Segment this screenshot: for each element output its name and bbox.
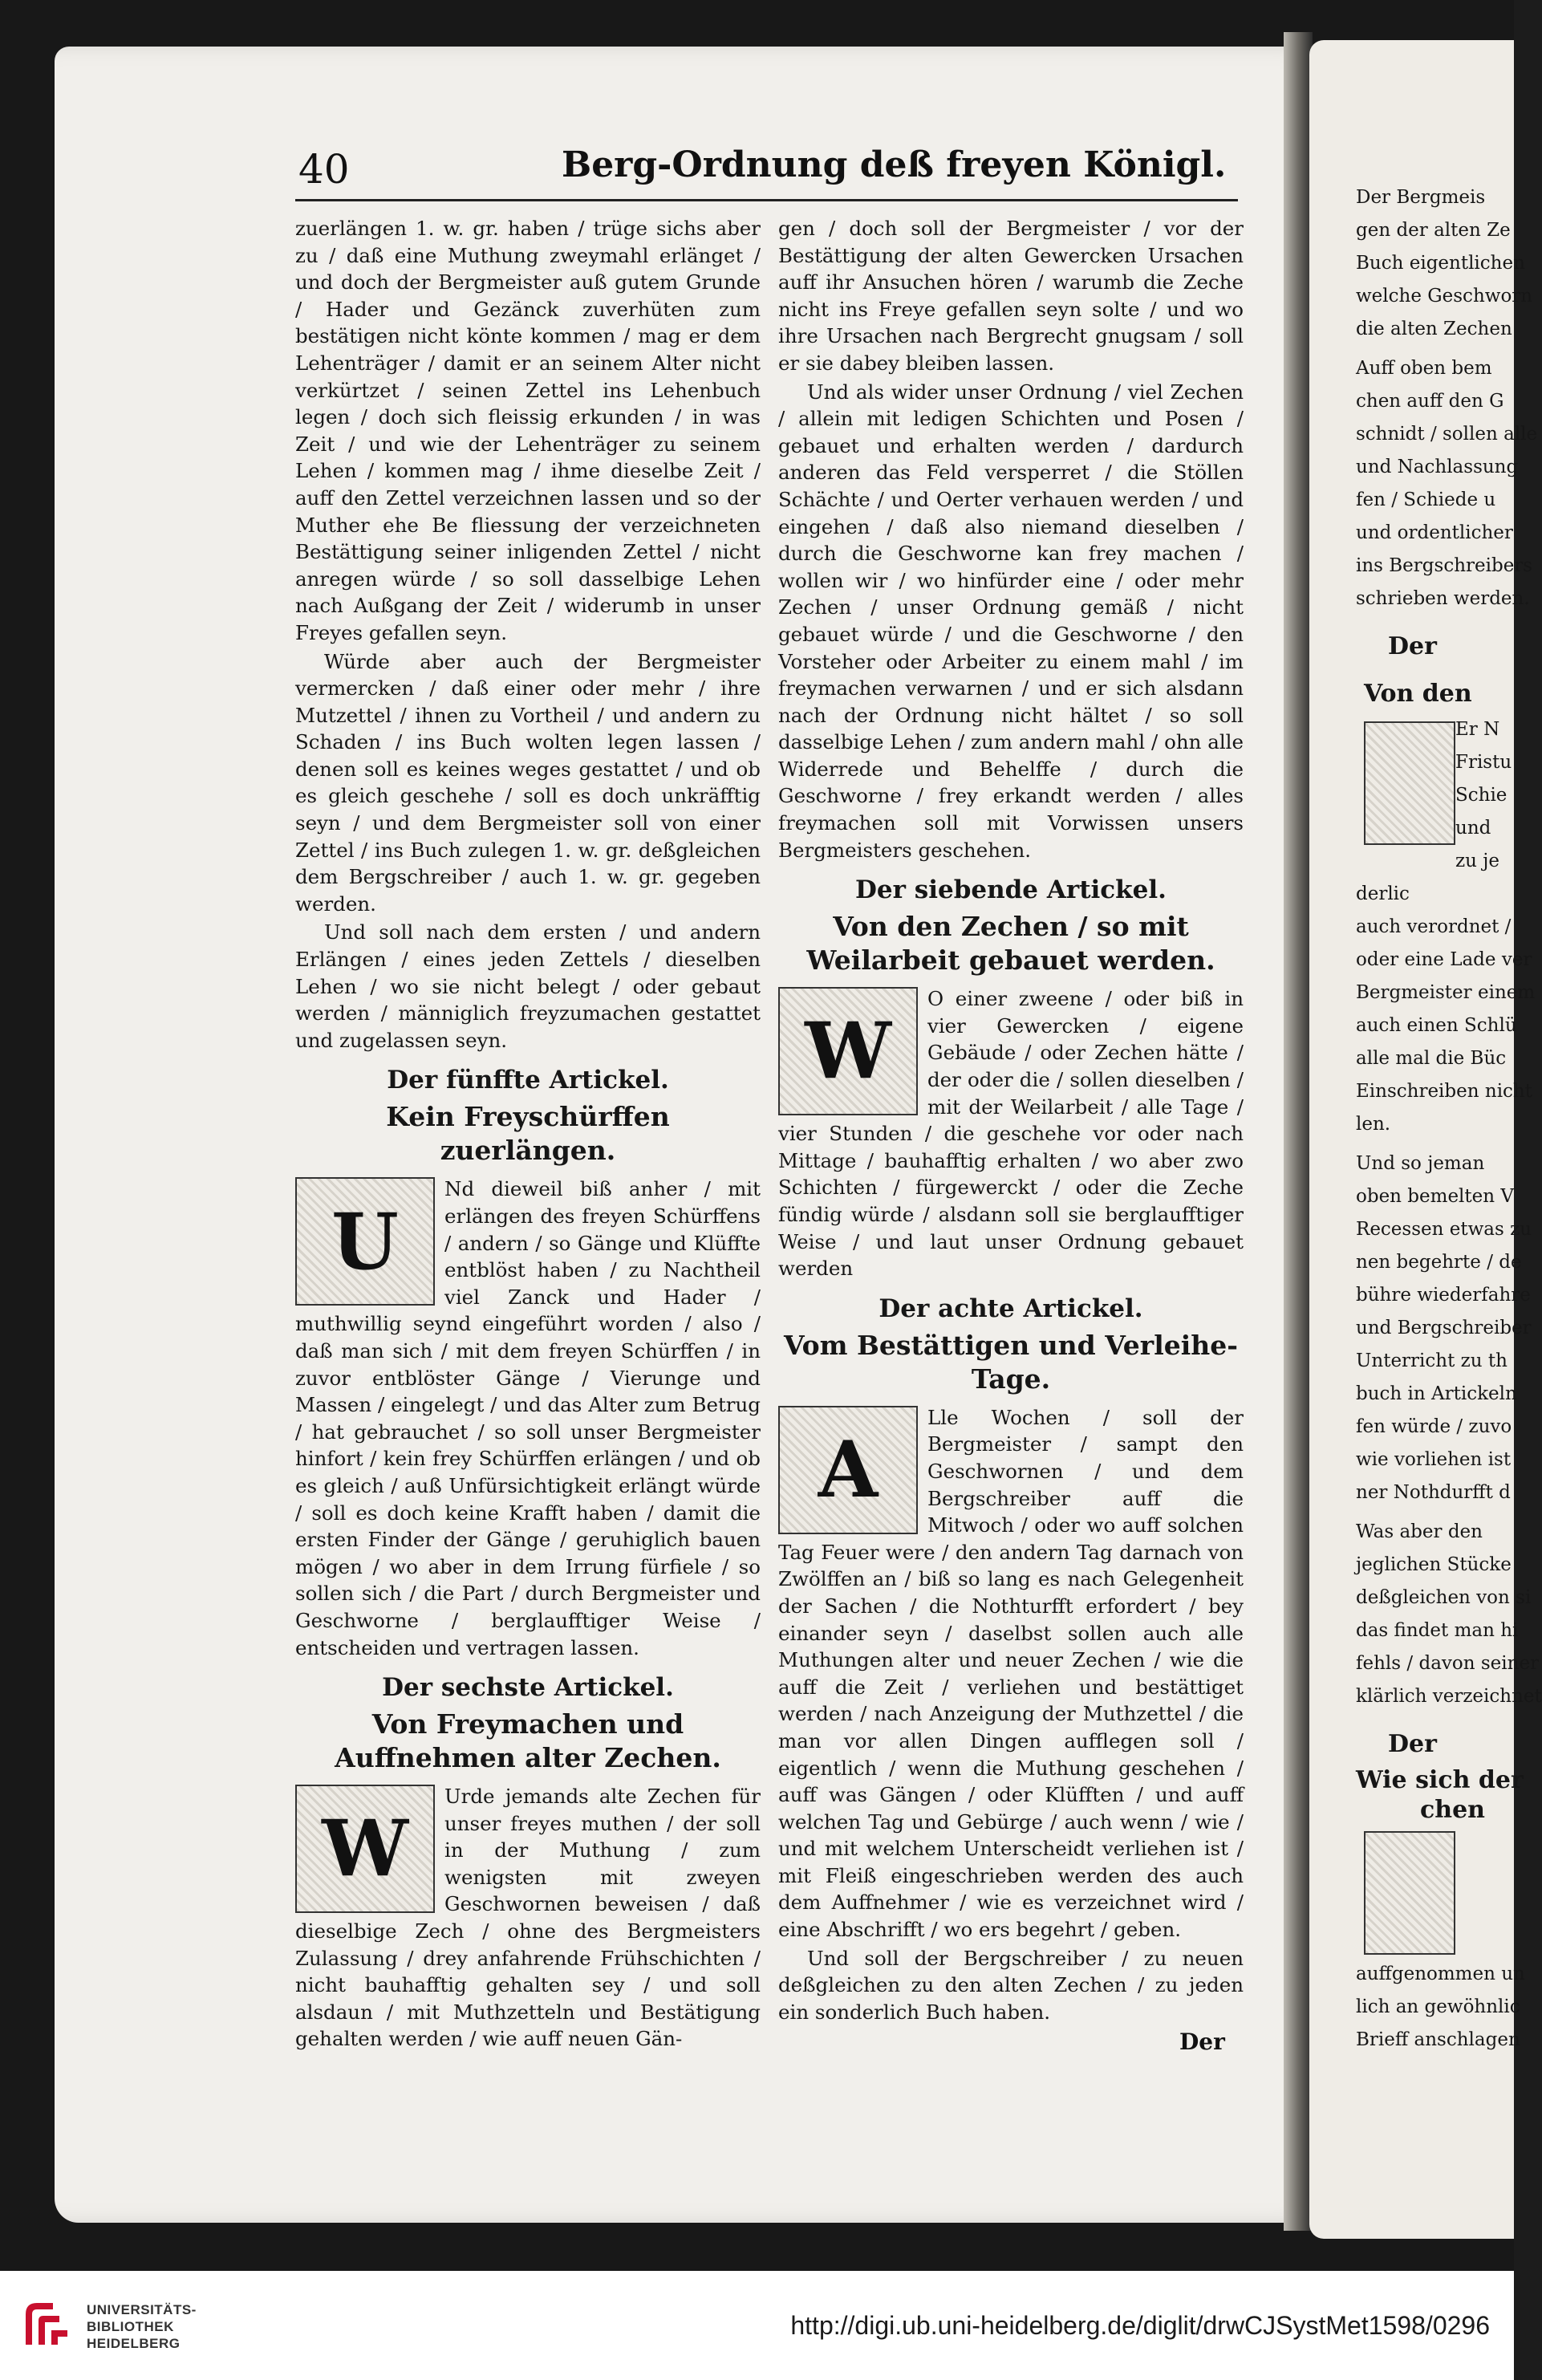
decorated-initial: W <box>778 987 918 1115</box>
left-text-column <box>295 215 761 2054</box>
decorated-initial <box>1364 1831 1455 1955</box>
facing-line: und Bergschreiber <box>1356 1318 1532 1338</box>
decorated-initial: U <box>295 1177 435 1306</box>
facing-line: chen auff den G <box>1356 391 1504 412</box>
article-text: Urde jemands alte Zechen für unser freyes muthen / der soll in der Muthung / zum wenigsten mit zweyen Geschwornen beweisen / daß dieselbige Zech / ohne des Bergmeisters Zulassung / drey anfahrende Frühschichten / nicht bauhafftig gehalten sey / und soll alsdaun / mit Muthzetteln und Bestätigung gehalten werden / wie auff neuen Gän- <box>295 1785 761 2051</box>
article-text: O einer zweene / oder biß in vier Gewercken / eigene Gebäude / oder Zechen hätte / der oder die / sollen dieselben / mit der Weilarbeit / alle Tage / vier Stunden / die geschehe vor oder nach Mittage / bauhafftig erhalten / wo aber zwo Schichten / fürgewerckt / oder die Zeche fündig würde / alsdann soll sie berglaufftiger Weise / und laut unser Ordnung gebauet werden <box>778 987 1244 1281</box>
facing-line: Unterricht zu th <box>1356 1350 1508 1371</box>
article-heading: Der siebende Artickel. <box>855 875 1167 905</box>
page-number: 40 <box>298 146 350 193</box>
library-name-line: UNIVERSITÄTS- <box>87 2302 197 2317</box>
facing-page-text <box>1356 185 1542 2060</box>
facing-subheading: Wie sich der <box>1356 1766 1524 1794</box>
facing-heading: Der <box>1388 632 1437 660</box>
article-subtitle: Kein Freyschürffen zuerlängen. <box>386 1101 670 1167</box>
facing-block-2 <box>1356 355 1538 612</box>
facing-line: Er N <box>1455 719 1500 740</box>
facing-line: das findet man hi <box>1356 1620 1519 1641</box>
facing-line: welche Geschworn <box>1356 286 1533 307</box>
book-gutter <box>1284 32 1313 2231</box>
decorated-initial: W <box>295 1785 435 1913</box>
facing-line: nen begehrte / de <box>1356 1252 1522 1273</box>
paragraph: zuerlängen 1. w. gr. haben / trüge sichs aber zu / daß eine Muthung zweymahl erlänget / und doch der Bergmeister auß gutem Grunde / Hader und Gezänck zuverhüten zum bestätigen nicht könte kommen / mag er dem Lehenträger / damit er an seinem Alter nicht verkürtzet / seinen Zettel ins Lehenbuch legen / doch sich fleissig erkunden / in was Zeit / und wie der Lehenträger zu seinem Lehen / kommen mag / ihme dieselbe Zeit / auff den Zettel verzeichnen lassen und so der Muther ehe Be fliessung der verzeichneten Bestättigung seiner inligenden Zettel / nicht anregen würde / so soll dasselbige Lehen nach Außgang der Zeit / widerumb in unser Freyes gefallen seyn. <box>295 217 761 644</box>
facing-line: Brieff anschlagen <box>1356 2029 1520 2050</box>
facing-line: ins Bergschreibers <box>1356 555 1533 576</box>
facing-block-3 <box>1356 717 1536 1138</box>
library-name-line: BIBLIOTHEK <box>87 2319 174 2334</box>
facing-line: Einschreiben nicht <box>1356 1081 1532 1102</box>
facing-line: Schie <box>1455 785 1508 806</box>
paragraph: Würde aber auch der Bergmeister vermercken / daß einer oder mehr / ihre Mutzettel / ihnen zu Vortheil / und andern zu Schaden / ins Buch wolten legen lassen / denen soll es keines weges gestattet / und ob es gleich geschehe / soll es doch unkräfftig seyn / und dem Bergmeister soll von einer Zettel / ins Buch zulegen 1. w. gr. deßgleichen dem Bergschreiber / auch 1. w. gr. gegeben werden. <box>295 649 761 916</box>
article-body <box>778 985 1244 1282</box>
facing-line: Auff oben bem <box>1356 358 1492 379</box>
facing-line: alle mal die Büc <box>1356 1048 1507 1069</box>
facing-line: klärlich verzeichnet <box>1356 1686 1542 1707</box>
paragraph: Und soll der Bergschreiber / zu neuen deßgleichen zu den alten Zechen / zu jeden ein sonderlich Buch haben. <box>778 1946 1244 2024</box>
article-subtitle: Vom Bestättigen und Verleihe-Tage. <box>784 1329 1238 1395</box>
article-text: Nd dieweil biß anher / mit erlängen des freyen Schürffens / andern / so Gänge und Klüffte entblöst haben / zu Nachtheil viel Zanck und Hader / muthwillig seynd eingeführt worden / also / daß man sich / mit dem freyen Schürffen / in zuvor entblöster Gänge / Vierunge und Massen / eingelegt / und das Alter zum Betrug / hat gebrauchet / so soll unser Bergmeister hinfort / kein frey Schürffen erlängen / und ob es gleich / auß Unfürsichtigkeit erlängt würde / soll es doch keine Krafft haben / damit die ersten Finder der Gänge / geruhiglich bauen mögen / wo aber in dem Irrung fürfiele / so sollen sich / die Part / durch Bergmeister und Geschworne / berglaufftiger Weise / entscheiden und vertragen lassen. <box>295 1177 761 1659</box>
article-subtitle: Von den Zechen / so mit Weilarbeit gebauet werden. <box>806 911 1215 977</box>
permalink-url[interactable]: http://digi.ub.uni-heidelberg.de/diglit/drwCJSystMet1598/0296 <box>790 2311 1490 2340</box>
facing-subheading: Von den <box>1364 680 1472 708</box>
facing-line: jeglichen Stücke <box>1356 1554 1512 1575</box>
facing-block-6 <box>1356 1961 1532 2053</box>
article-body <box>295 1176 761 1661</box>
paragraph: gen / doch soll der Bergmeister / vor der Bestättigung der alten Gewercken Ursachen auff ihr Ansuchen hören / warumb die Zeche nicht ins Freye gefallen seyn solte / und wo ihre Ursachen nach Bergrecht gnugsam / soll er sie dabey bleiben lassen. <box>778 217 1244 375</box>
facing-line: fen / Schiede u <box>1356 489 1496 510</box>
article-text: Lle Wochen / soll der Bergmeister / sampt den Geschwornen / und dem Bergschreiber auff die Mitwoch / oder wo auff solchen Tag Feuer were / den andern Tag darnach von Zwölffen an / biß so lang es nach Gelegenheit der Sachen / die Nothturfft erfordert / bey einander seyn / daselbst sollen auch alle Muthungen alter und neuer Zechen / wie die auff die Zeit / verliehen und bestättiget werden / nach Anzeigung der Muthzettel / die man vor allen Dingen aufflegen soll / eigentlich / wenn die Muthung geschehen / auff was Gängen / oder Klüfften / und auff welchen Tag und Gebürge / auch wenn / wie / und mit welchem Unterscheidt verliehen ist / mit Fleiß eingeschrieben werden des auch dem Auffnehmer / wie es verzeichnet wird / eine Abschrifft / wo ers begehrt / geben. <box>778 1405 1244 1942</box>
facing-block-1 <box>1356 185 1532 343</box>
article-heading: Der achte Artickel. <box>879 1294 1143 1323</box>
facing-line: Der Bergmeis <box>1356 187 1486 208</box>
facing-block-5 <box>1356 1519 1542 1710</box>
paragraph: Und als wider unser Ordnung / viel Zechen / allein mit ledigen Schichten und Posen / gebauet und erhalten werden / dardurch anderen das Feld versperret / die Stöllen Schächte / und Oerter verhauen werden / und eingehen / daß also niemand dieselben / durch die Geschworne kan frey machen / wollen wir / wo hinfürder eine / oder mehr Zechen / unser Ordnung gemäß / nicht gebauet würde / und die Geschworne / den Vorsteher oder Arbeiter zu einem mahl / im freymachen verwarnen / und er sich alsdann nach der Ordnung nicht hältet / so soll dasselbige Lehen / zum andern mahl / ohn alle Widerrede und Behelffe / durch die Geschworne / frey erkandt werden / alles freymachen soll mit Vorwissen unsers Bergmeisters geschehen. <box>778 380 1244 862</box>
article-subtitle: Von Freymachen und Auffnehmen alter Zechen. <box>335 1708 721 1774</box>
facing-line: oben bemelten V <box>1356 1186 1515 1207</box>
facing-line: Fristu <box>1455 752 1512 773</box>
facing-line: Und so jeman <box>1356 1153 1485 1174</box>
library-name[interactable] <box>87 2301 197 2352</box>
facing-line: oder eine Lade ver <box>1356 949 1532 970</box>
facing-line: len. <box>1356 1114 1391 1135</box>
facing-line: die alten Zechen <box>1356 319 1512 339</box>
university-logo-icon[interactable] <box>21 2298 72 2350</box>
running-title: Berg-Ordnung deß freyen Königl. <box>562 144 1227 185</box>
facing-line: schnidt / sollen alle <box>1356 424 1538 445</box>
facing-line: wie vorliehen ist <box>1356 1449 1512 1470</box>
article-heading: Der fünffte Artickel. <box>387 1066 669 1095</box>
facing-line: gen der alten Ze <box>1356 220 1511 241</box>
facing-line: schrieben werden. <box>1356 588 1530 609</box>
header-rule <box>295 199 1238 201</box>
facing-heading: Der <box>1388 1730 1437 1758</box>
facing-line: und ordentlicher <box>1356 522 1513 543</box>
decorated-initial: A <box>778 1406 918 1534</box>
right-text-column <box>778 215 1244 2027</box>
facing-line: und <box>1455 818 1491 839</box>
facing-line: Bergmeister einem <box>1356 982 1536 1003</box>
facing-line: zu je <box>1455 851 1499 871</box>
decorated-initial <box>1364 721 1455 845</box>
facing-subheading: chen <box>1420 1796 1485 1824</box>
facing-line: Was aber den <box>1356 1521 1483 1542</box>
facing-line: auch einen Schlü <box>1356 1015 1517 1036</box>
facing-line: auch verordnet / <box>1356 916 1512 937</box>
article-body <box>295 1783 761 2053</box>
article-heading: Der sechste Artickel. <box>382 1673 674 1703</box>
facing-line: bühre wiederfahre <box>1356 1285 1531 1306</box>
facing-line: deßgleichen von si <box>1356 1587 1532 1608</box>
facing-line: lich an gewöhnlic <box>1356 1996 1520 2017</box>
article-body <box>778 1404 1244 1943</box>
facing-line: und Nachlassung <box>1356 457 1519 477</box>
facing-line: derlic <box>1356 883 1410 904</box>
facing-line: fen würde / zuvo <box>1356 1416 1512 1437</box>
catchword: Der <box>1179 2029 1225 2055</box>
facing-line: ner Nothdurfft d <box>1356 1482 1511 1503</box>
viewer-footer <box>0 2271 1514 2380</box>
paragraph: Und soll nach dem ersten / und andern Erlängen / eines jeden Zettels / dieselben Lehen / wo sie nicht belegt / oder gebaut werden / männiglich freyzumachen gestattet und zugelassen seyn. <box>295 920 761 1052</box>
facing-block-4 <box>1356 1151 1532 1506</box>
logo-shape <box>51 2330 67 2345</box>
facing-line: Buch eigentlichen <box>1356 253 1525 274</box>
facing-line: Recessen etwas zu <box>1356 1219 1532 1240</box>
facing-line: fehls / davon seiner <box>1356 1653 1540 1674</box>
facing-line: buch in Artickeln <box>1356 1383 1517 1404</box>
facing-line: auffgenommen un <box>1356 1964 1525 1984</box>
library-name-line: HEIDELBERG <box>87 2336 181 2351</box>
